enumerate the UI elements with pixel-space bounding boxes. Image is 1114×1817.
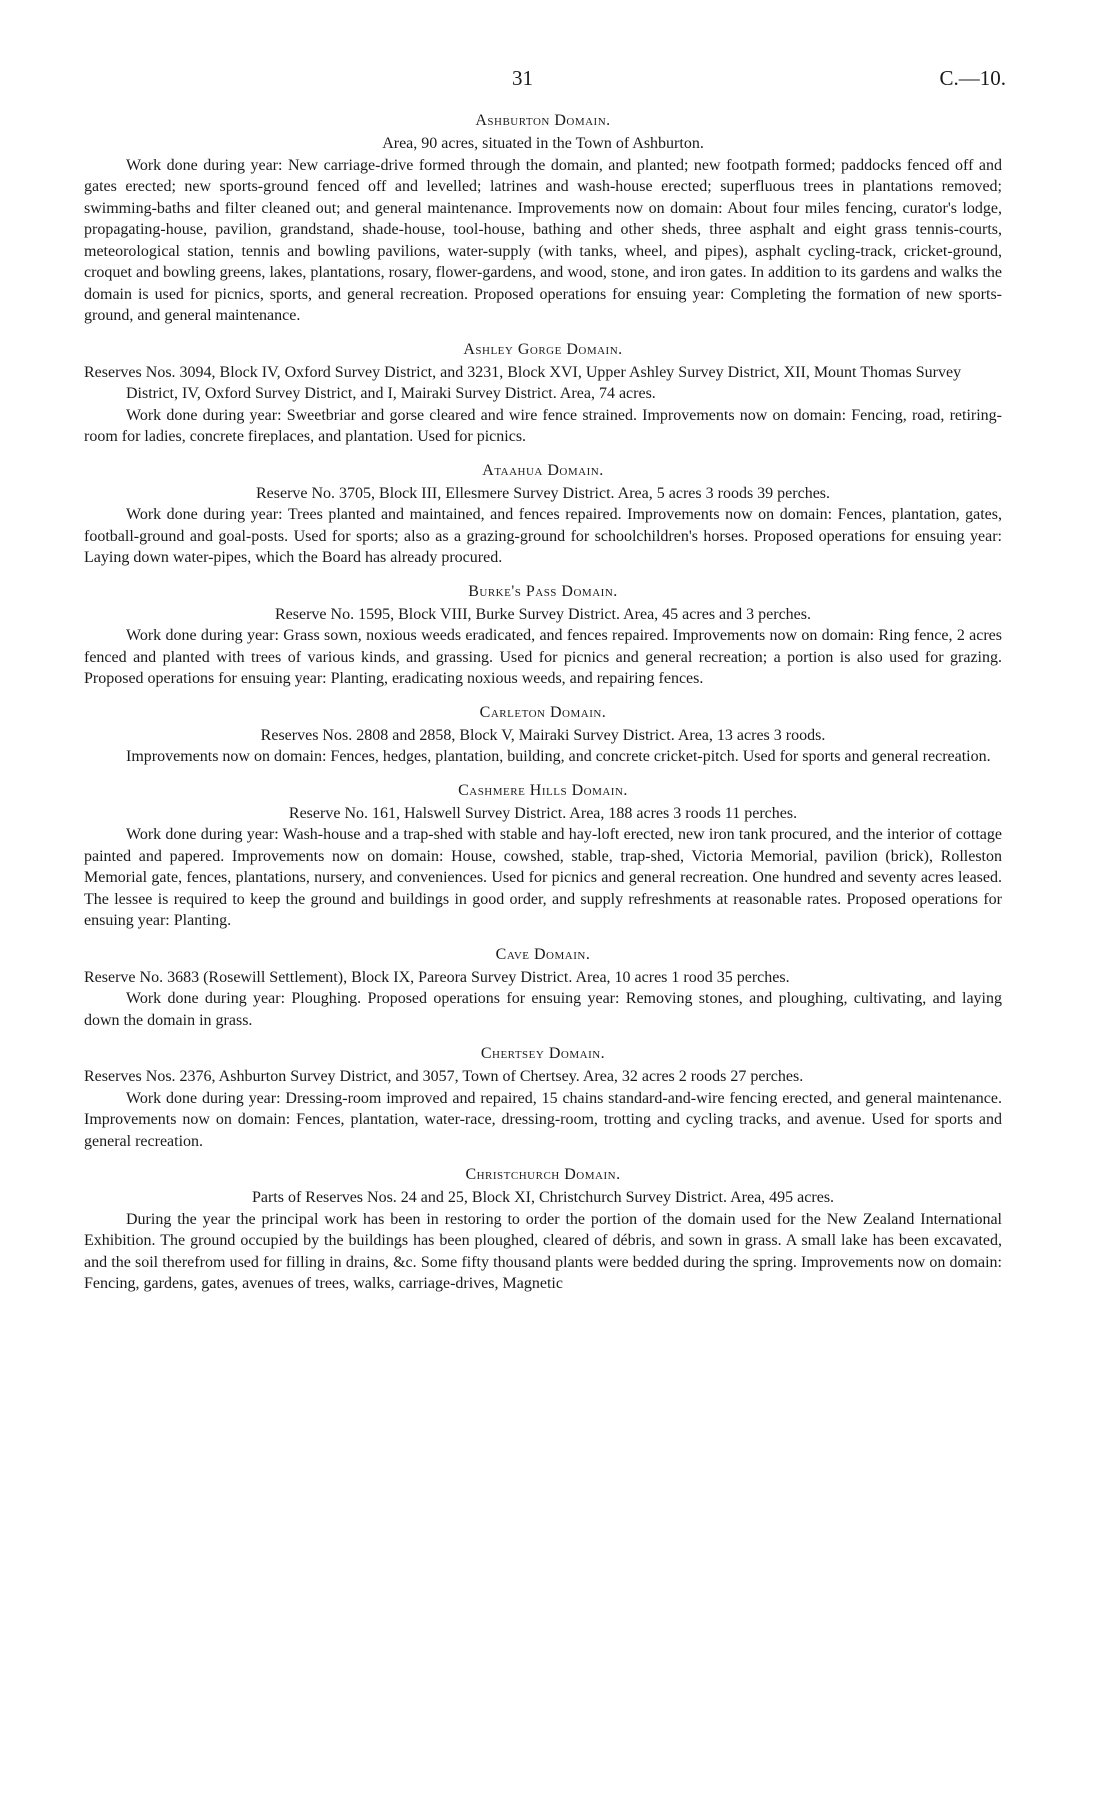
section-ashburton-domain	[84, 112, 1002, 327]
section-title: Ashburton Domain.	[475, 112, 611, 129]
page-header	[0, 66, 1114, 96]
section-body: Work done during year: Dressing-room improved and repaired, 15 chains standard-and-wire fencing erected, and general maintenance. Improvements now on domain: Fences, plantation, water-race, dressing-room, trotting and cycling tracks, and avenue. Used for sports and general recreation.	[84, 1089, 1002, 1150]
section-reserve: Reserves Nos. 3094, Block IV, Oxford Survey District, and 3231, Block XVI, Upper Ashley Survey District, XII, Mount Thomas Survey District, IV, Oxford Survey District, and I, Mairaki Survey District. Area, 74 acres.	[84, 363, 962, 402]
page-content	[84, 112, 1002, 1309]
section-chertsey-domain	[84, 1045, 1002, 1152]
section-body: Work done during year: Trees planted and maintained, and fences repaired. Improvements now on domain: Fences, plantation, gates, football-ground and goal-posts. Used for sports; also as a grazing-ground for schoolchildren's horses. Proposed operations for ensuing year: Laying down water-pipes, which the Board has already procured.	[84, 506, 1002, 566]
section-reserve: Reserve No. 1595, Block VIII, Burke Survey District. Area, 45 acres and 3 perches.	[275, 605, 811, 623]
section-reserve: Parts of Reserves Nos. 24 and 25, Block XI, Christchurch Survey District. Area, 495 acres.	[251, 1189, 835, 1206]
section-body: During the year the principal work has been in restoring to order the portion of the domain used for the New Zealand International Exhibition. The ground occupied by the buildings has been ploughed, cleared of débris, and sown in grass. A small lake has been excavated, and the soil therefrom used for filling in drains, &c. Some fifty thousand plants were bedded during the spring. Improvements now on domain: Fencing, gardens, gates, avenues of trees, walks, carriage-drives, Magnetic	[84, 1210, 1002, 1292]
section-ashley-gorge-domain	[84, 341, 1002, 448]
section-title: Carleton Domain.	[479, 703, 607, 721]
document-reference: C.—10.	[939, 66, 1006, 90]
section-body: Work done during year: New carriage-drive formed through the domain, and planted; new footpath formed; paddocks fenced off and gates erected; new sports-ground fenced off and levelled; latrines and wash-house erected; superfluous trees in plantations removed; swimming-baths and filter cleaned out; and general maintenance. Improvements now on domain: About four miles fencing, curator's lodge, propagating-house, pavilion, grandstand, shade-house, tool-house, bathing and other sheds, three asphalt and eight grass tennis-courts, meteorological station, tennis and bowling pavilions, water-supply (with tanks, wheel, and pipes), asphalt cycling-track, cricket-ground, croquet and bowling greens, lakes, plantations, rosary, flower-gardens, and wood, stone, and iron gates. In addition to its gardens and walks the domain is used for picnics, sports, and general recreation. Proposed operations for ensuing year: Completing the formation of new sports-ground, and general maintenance.	[84, 156, 1002, 324]
section-reserve: Area, 90 acres, situated in the Town of Ashburton.	[382, 135, 704, 152]
section-body: Work done during year: Ploughing. Proposed operations for ensuing year: Removing stones, and ploughing, cultivating, and laying down the domain in grass.	[84, 990, 1002, 1029]
section-reserve: Reserves Nos. 2808 and 2858, Block V, Mairaki Survey District. Area, 13 acres 3 roods.	[260, 726, 826, 744]
section-body: Work done during year: Wash-house and a trap-shed with stable and hay-loft erected, new iron tank procured, and the interior of cottage painted and papered. Improvements now on domain: House, cowshed, stable, trap-shed, Victoria Memorial, pavilion (brick), Rolleston Memorial gate, fences, plantations, nursery, and conveniences. Used for picnics and general recreation. One hundred and seventy acres leased. The lessee is required to keep the ground and buildings in good order, and supply refreshments at reasonable rates. Proposed operations for ensuing year: Planting.	[84, 826, 1002, 929]
section-body: Work done during year: Sweetbriar and gorse cleared and wire fence strained. Improvements now on domain: Fencing, road, retiring-room for ladies, concrete fireplaces, and plantation. Used for picnics.	[84, 406, 1002, 445]
section-reserve: Reserves Nos. 2376, Ashburton Survey District, and 3057, Town of Chertsey. Area, 32 acres 2 roods 27 perches.	[84, 1068, 804, 1085]
section-title: Cave Domain.	[495, 945, 591, 963]
section-title: Ataahua Domain.	[482, 461, 604, 479]
section-title: Christchurch Domain.	[465, 1166, 621, 1183]
section-reserve: Reserve No. 3683 (Rosewill Settlement), Block IX, Pareora Survey District. Area, 10 acres 1 rood 35 perches.	[84, 968, 790, 986]
section-christchurch-domain	[84, 1166, 1002, 1295]
section-cashmere-hills-domain	[84, 782, 1002, 932]
section-title: Ashley Gorge Domain.	[463, 340, 623, 358]
section-body: Work done during year: Grass sown, noxious weeds eradicated, and fences repaired. Improvements now on domain: Ring fence, 2 acres fenced and planted with trees of various kinds, and grassing. Used for picnics and general recreation; a portion is also used for grazing. Proposed operations for ensuing year: Planting, eradicating noxious weeds, and repairing fences.	[84, 627, 1002, 687]
section-title: Chertsey Domain.	[480, 1045, 606, 1062]
section-burkes-pass-domain	[84, 583, 1002, 690]
section-title: Cashmere Hills Domain.	[458, 781, 628, 799]
page-number: 31	[512, 66, 533, 90]
section-cave-domain	[84, 946, 1002, 1032]
section-body: Improvements now on domain: Fences, hedges, plantation, building, and concrete cricket-pitch. Used for sports and general recreation.	[126, 748, 991, 765]
section-ataahua-domain	[84, 462, 1002, 569]
section-carleton-domain	[84, 704, 1002, 768]
section-title: Burke's Pass Domain.	[468, 582, 618, 600]
section-reserve: Reserve No. 3705, Block III, Ellesmere Survey District. Area, 5 acres 3 roods 39 perches.	[255, 484, 831, 502]
section-reserve: Reserve No. 161, Halswell Survey District. Area, 188 acres 3 roods 11 perches.	[288, 804, 798, 822]
